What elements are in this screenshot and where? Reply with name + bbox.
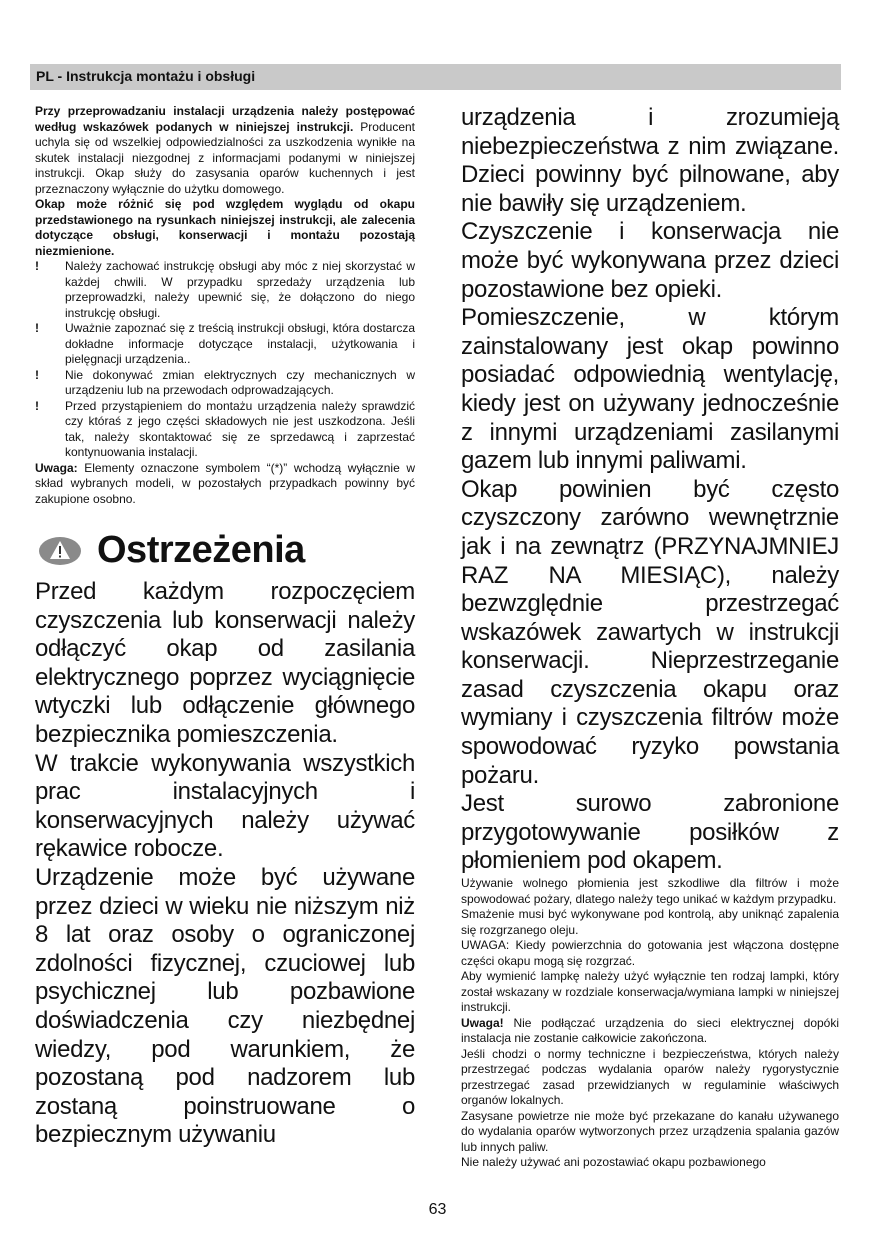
safety-paragraph: Smażenie musi być wykonywane pod kontrolą, aby uniknąć zapalenia się rozgrzanego oleju. [461,907,839,937]
safety-paragraph: Nie należy używać ani pozostawiać okapu pozbawionego [461,1155,766,1170]
safety-paragraph: Jeśli chodzi o normy techniczne i bezpieczeństwa, których należy przestrzegać podczas wydalania oparów należy rygorystycznie przestrzegać zasad przewidzianych w regulaminie właściwych organów lokalnych. [461,1046,839,1108]
warning-paragraph: Przed każdym rozpoczęciem czyszczenia lub konserwacji należy odłączyć okap od zasilania elektrycznego poprzez wyciągnięcie wtyczki lub odłączenie głównego bezpiecznika pomieszczenia. [35,578,415,748]
exclamation-mark: ! [35,367,39,382]
appearance-note-text: Okap może różnić się pod względem wyglądu od okapu przedstawionego na rysunkach niniejszej instrukcji, ale zalecenia dotyczące obsługi, konserwacji i montażu pozostają niezmienione. [35,197,415,258]
uwaga-label: Uwaga: [35,460,78,475]
safety-paragraph: Używanie wolnego płomienia jest szkodliwe dla filtrów i może spowodować pożary, dlatego należy tego unikać w każdym przypadku. [461,876,839,906]
warning-paragraph: urządzenia i zrozumieją niebezpieczeństwa z nim związane. Dzieci powinny być pilnowane, aby nie bawiły się urządzeniem. [461,104,839,217]
bullet-item [35,399,415,461]
warnings-heading [35,529,415,572]
uwaga-note [35,461,415,508]
right-column [461,104,839,1171]
bullet-text: Należy zachować instrukcję obsługi aby móc z niej skorzystać w każdej chwili. W przypadku sprzedaży urządzenia lub przeprowadzki, należy upewnić się, że dołączono do niego instrukcję obsługi. [65,259,415,320]
page-number: 63 [428,1201,447,1218]
section-title: PL - Instrukcja montażu i obsługi [36,68,256,84]
warning-paragraph: Czyszczenie i konserwacja nie może być wykonywana przez dzieci pozostawione bez opieki. [461,218,839,303]
bullet-text: Przed przystąpieniem do montażu urządzenia należy sprawdzić czy któraś z jego części składowych nie jest uszkodzona. Jeśli tak, należy skontaktować się ze sprzedawcą i zaprzestać kontynuowania instalacji. [65,398,415,459]
uwaga-text: Elementy oznaczone symbolem “(*)” wchodzą wyłącznie w skład wybranych modeli, w pozostałych przypadkach powinny być zakupione osobno. [35,460,415,506]
warning-paragraph: Urządzenie może być używane przez dzieci w wieku nie niższym niż 8 lat oraz osoby o ograniczonej zdolności fizycznej, czuciowej lub psychicznej lub pozbawione doświadczenia czy niezbędnej wiedzy, pod warunkiem, że pozostaną pod nadzorem lub zostaną poinstruowane o bezpiecznym używaniu [35,863,415,1149]
appearance-note [35,197,415,259]
warning-paragraph: Jest surowo zabronione przygotowywanie posiłków z płomieniem pod okapem. [461,790,839,875]
warning-paragraph: W trakcie wykonywania wszystkich prac instalacyjnych i konserwacyjnych należy używać rękawice robocze. [35,749,415,863]
bullet-item [35,321,415,368]
uwaga-note [461,1016,839,1047]
exclamation-mark: ! [35,259,39,273]
bullet-text: Uważnie zapoznać się z treścią instrukcji obsługi, która dostarcza dokładne informacje dotyczące instalacji, użytkowania i pielęgnacji urządzenia.. [65,321,415,366]
left-column [35,104,415,1150]
bullet-item [35,368,415,399]
warnings-title: Ostrzeżenia [97,529,305,571]
intro-paragraph [35,104,415,197]
intro-bold-text: Przy przeprowadzaniu instalacji urządzenia należy postępować według wskazówek podanych w niniejszej instrukcji. [35,104,415,134]
safety-paragraph: Aby wymienić lampkę należy użyć wyłącznie ten rodzaj lampki, który został wskazany w rozdziale konserwacja/wymiana lampki w niniejszej instrukcji. [461,969,839,1015]
uwaga-label: Uwaga! [461,1015,504,1030]
safety-paragraph: UWAGA: Kiedy powierzchnia do gotowania jest włączona dostępne części okapu mogą się rozgrzać. [461,938,839,968]
safety-paragraph: Zasysane powietrze nie może być przekazane do kanału używanego do wydalania oparów wytworzonych przez urządzenia spalania gazów lub innych paliw. [461,1108,839,1154]
warning-icon [37,535,83,567]
exclamation-mark: ! [35,321,39,335]
bullet-text: Nie dokonywać zmian elektrycznych czy mechanicznych w urządzeniu lub na przewodach odprowadzających. [65,367,415,397]
uwaga-text: Nie podłączać urządzenia do sieci elektrycznej dopóki instalacja nie zostanie całkowicie zakończona. [461,1015,839,1046]
intro-text: Producent uchyla się od wszelkiej odpowiedzialności za uszkodzenia wynikłe na skutek instalacji niezgodnej z informacjami podanymi w niniejszej instrukcji. Okap służy do zasysania oparów kuchennych i jest przeznaczony wyłącznie do użytku domowego. [35,119,415,196]
warning-paragraph: Okap powinien być często czyszczony zarówno wewnętrznie jak i na zewnątrz (PRZYNAJMNIEJ RAZ NA MIESIĄC), należy bezwzględnie przestrzegać wskazówek zawartych w instrukcji konserwacji. Nieprzestrzeganie zasad czyszczenia okapu oraz wymiany i czyszczenia filtrów może spowodować ryzyko powstania pożaru. [461,475,839,789]
exclamation-mark: ! [35,398,39,413]
bullet-item [35,259,415,321]
warning-paragraph: Pomieszczenie, w którym zainstalowany jest okap powinno posiadać odpowiednią wentylację, kiedy jest on używany jednocześnie z innymi urządzeniami zasilanymi gazem lub innymi paliwami. [461,304,839,475]
section-header-bar [30,64,841,90]
